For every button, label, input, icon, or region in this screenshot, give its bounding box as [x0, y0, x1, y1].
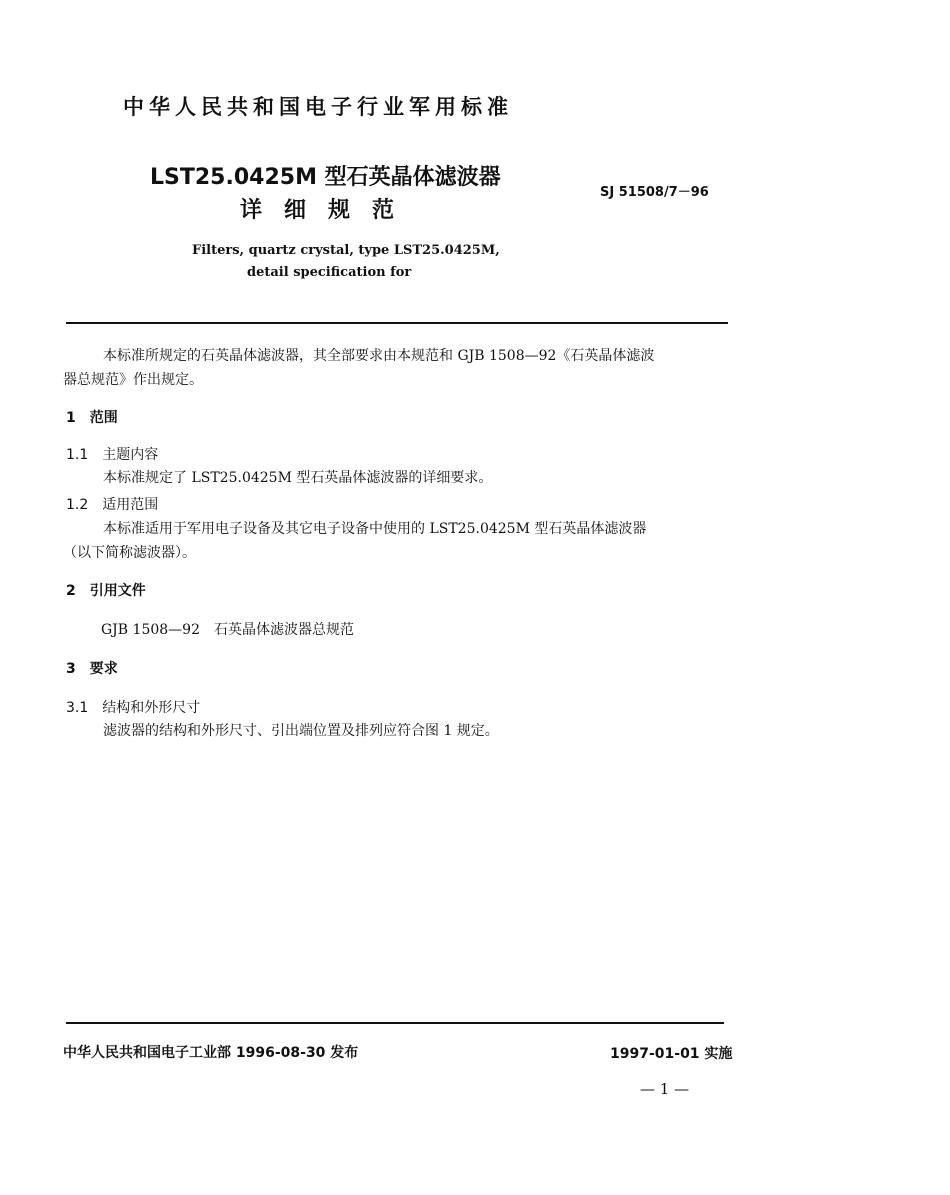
issued-date: 中华人民共和国电子工业部 1996-08-30 发布 — [63, 1045, 359, 1061]
english-title-line1: Filters, quartz crystal, type LST25.0425M, — [192, 243, 500, 258]
top-divider — [66, 322, 728, 324]
section-3-1-text: 滤波器的结构和外形尺寸、引出端位置及排列应符合图 1 规定。 — [103, 723, 499, 739]
section-1-2-heading: 1.2 适用范围 — [66, 497, 159, 513]
intro-paragraph-line1: 本标准所规定的石英晶体滤波器，其全部要求由本规范和 GJB 1508—92《石英晶体滤波 — [103, 348, 655, 364]
document-subtitle: 详细规范 — [240, 198, 417, 223]
document-title: LST25.0425M 型石英晶体滤波器 — [150, 165, 501, 190]
section-3-heading: 3 要求 — [66, 661, 118, 677]
intro-paragraph-line2: 器总规范》作出规定。 — [63, 372, 203, 388]
section-3-1-heading: 3.1 结构和外形尺寸 — [66, 700, 201, 716]
standard-code: SJ 51508/7－96 — [600, 185, 709, 200]
bottom-divider — [66, 1022, 724, 1024]
english-title-line2: detail specification for — [247, 265, 412, 280]
section-2-heading: 2 引用文件 — [66, 583, 146, 599]
section-1-1-heading: 1.1 主题内容 — [66, 447, 159, 463]
section-1-2-text-line1: 本标准适用于军用电子设备及其它电子设备中使用的 LST25.0425M 型石英晶体滤波器 — [103, 521, 647, 537]
effective-date: 1997-01-01 实施 — [610, 1046, 733, 1062]
standard-header-title: 中华人民共和国电子行业军用标准 — [123, 95, 513, 119]
page-number: — 1 — — [640, 1080, 690, 1098]
section-1-1-text: 本标准规定了 LST25.0425M 型石英晶体滤波器的详细要求。 — [103, 470, 493, 486]
section-1-heading: 1 范围 — [66, 410, 118, 426]
section-2-reference: GJB 1508—92 石英晶体滤波器总规范 — [101, 622, 354, 638]
section-1-2-text-line2: （以下简称滤波器）。 — [63, 545, 196, 561]
